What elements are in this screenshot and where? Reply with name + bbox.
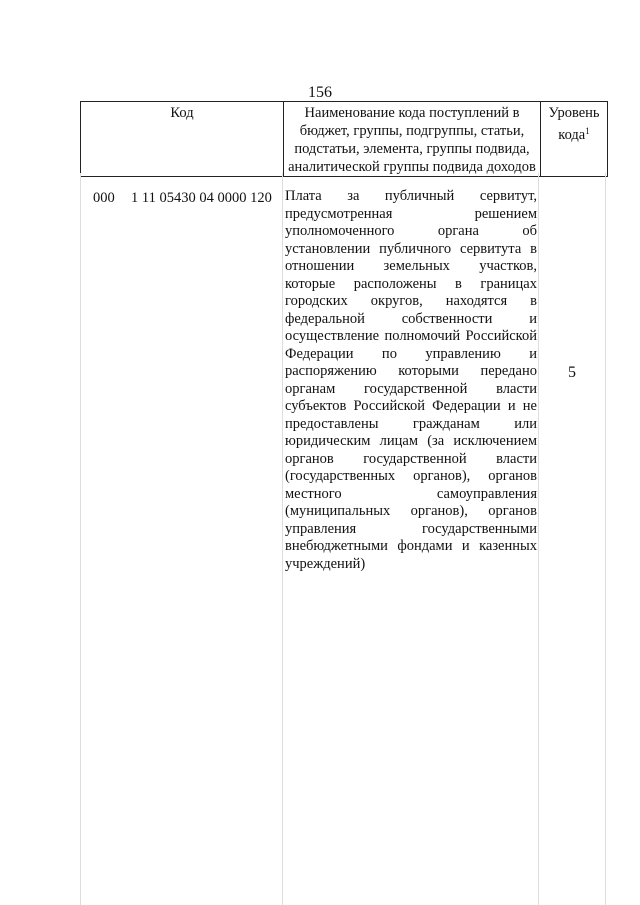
row-admin-code: 000 <box>93 190 115 206</box>
header-row <box>81 102 608 177</box>
header-level-wrap <box>541 102 607 144</box>
header-name-label: Наименование кода поступлений в бюджет, группы, подгруппы, статьи, подстатьи, элемента, группы подвида, аналитической группы подвида доходов <box>288 105 536 175</box>
header-level-cell <box>541 102 608 177</box>
column-border-left <box>80 173 81 905</box>
header-level-footnote: 1 <box>585 126 590 136</box>
header-code-cell <box>81 102 284 177</box>
page-number: 156 <box>308 84 332 101</box>
row-level: 5 <box>568 364 576 381</box>
row-description: Плата за публичный сервитут, предусмотренная решением уполномоченного органа об установлении публичного сервитута в отношении земельных участков, которые расположены в границах городских округов, находятся в федеральной собственности и осуществление полномочий Российской Федерации по управлению и распоряжению которыми передано органам государственной власти субъектов Российской Федерации и не предоставлены гражданам или юридическим лицам (за исключением органов государственной власти (государственных органов), органов местного самоуправления (муниципальных органов), органов управления государственными внебюджетными фондами и казенных учреждений) <box>285 188 537 572</box>
header-table <box>80 101 608 177</box>
column-border-code <box>282 173 283 905</box>
header-level-label: Уровень кода <box>548 105 600 143</box>
header-name-cell <box>284 102 541 177</box>
row-income-code: 1 11 05430 04 0000 120 <box>131 190 272 206</box>
column-border-right <box>605 173 606 905</box>
column-border-name <box>538 173 539 905</box>
header-code-label: Код <box>170 105 194 121</box>
